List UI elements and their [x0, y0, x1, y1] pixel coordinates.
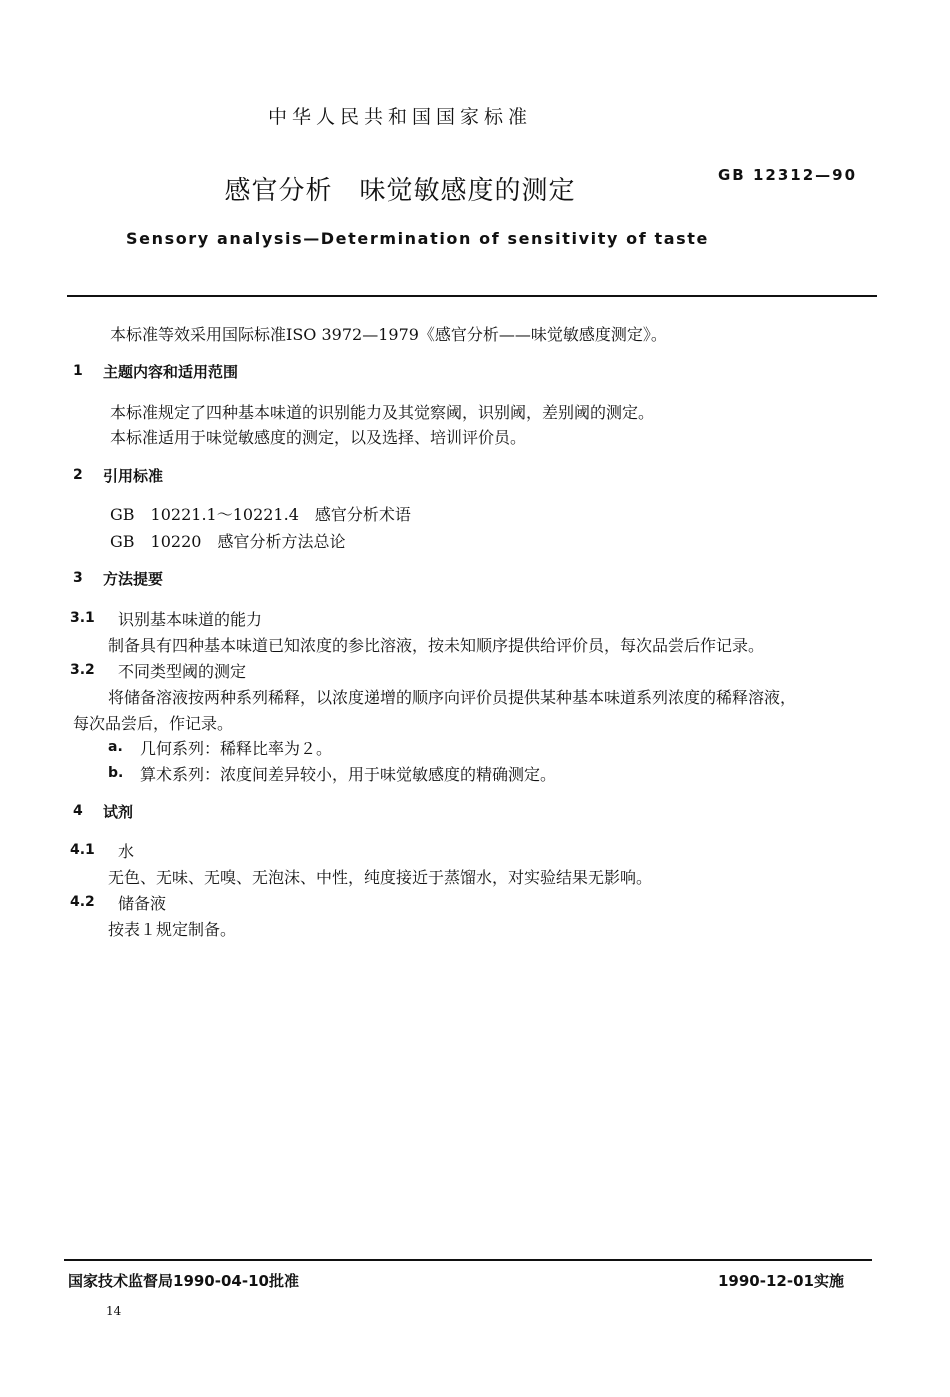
- item-b-text: 算术系列：浓度间差异较小，用于味觉敏感度的精确测定。: [140, 765, 557, 784]
- approval-note: 国家技术监督局1990-04-10批准: [68, 1272, 299, 1290]
- intro-paragraph: 本标准等效采用国际标准ISO 3972—1979《感官分析——味觉敏感度测定》。: [110, 325, 667, 344]
- section-3-2-number: 3.2: [70, 662, 95, 678]
- section-4-2-number: 4.2: [70, 894, 95, 910]
- section-4-1-title: 水: [118, 842, 135, 861]
- standard-number: GB 12312—90: [718, 166, 858, 184]
- section-3-2-paragraph-line-1: 将储备溶液按两种系列稀释，以浓度递增的顺序向评价员提供某种基本味道系列浓度的稀释溶液，: [108, 688, 797, 707]
- page-number: 14: [106, 1304, 122, 1318]
- standard-header: 中华人民共和国国家标准: [267, 106, 532, 128]
- reference-1: GB 10221.1～10221.4 感官分析术语: [110, 505, 411, 524]
- item-a-text: 几何系列：稀释比率为２。: [140, 739, 333, 758]
- section-3-number: 3: [73, 570, 83, 586]
- section-4-1-paragraph: 无色、无味、无嗅、无泡沫、中性，纯度接近于蒸馏水，对实验结果无影响。: [108, 868, 653, 887]
- section-2-title: 引用标准: [103, 467, 164, 485]
- section-3-1-number: 3.1: [70, 610, 95, 626]
- section-3-2-title: 不同类型阈的测定: [118, 662, 247, 681]
- section-3-1-paragraph: 制备具有四种基本味道已知浓度的参比溶液，按未知顺序提供给评价员，每次品尝后作记录。: [108, 636, 765, 655]
- section-4-1-number: 4.1: [70, 842, 95, 858]
- section-3-title: 方法提要: [103, 570, 164, 588]
- section-1-number: 1: [73, 363, 83, 379]
- item-a-label: a.: [108, 739, 123, 755]
- section-1-paragraph-1: 本标准规定了四种基本味道的识别能力及其觉察阈，识别阈，差别阈的测定。: [110, 403, 655, 422]
- section-4-2-title: 储备液: [118, 894, 167, 913]
- document-title-chinese: 感官分析 味觉敏感度的测定: [224, 176, 576, 206]
- section-4-title: 试剂: [103, 803, 134, 821]
- section-4-2-paragraph: 按表１规定制备。: [108, 920, 237, 939]
- bottom-divider: [64, 1259, 872, 1261]
- reference-2: GB 10220 感官分析方法总论: [110, 532, 346, 551]
- section-3-1-title: 识别基本味道的能力: [118, 610, 263, 629]
- effective-date-note: 1990-12-01实施: [718, 1272, 844, 1290]
- item-b-label: b.: [108, 765, 124, 781]
- section-4-number: 4: [73, 803, 83, 819]
- top-divider: [67, 295, 877, 297]
- document-title-english: Sensory analysis—Determination of sensitivity of taste: [126, 229, 709, 248]
- section-2-number: 2: [73, 467, 83, 483]
- section-3-2-paragraph-line-2: 每次品尝后，作记录。: [73, 714, 234, 733]
- section-1-paragraph-2: 本标准适用于味觉敏感度的测定，以及选择、培训评价员。: [110, 428, 527, 447]
- section-1-title: 主题内容和适用范围: [103, 363, 239, 381]
